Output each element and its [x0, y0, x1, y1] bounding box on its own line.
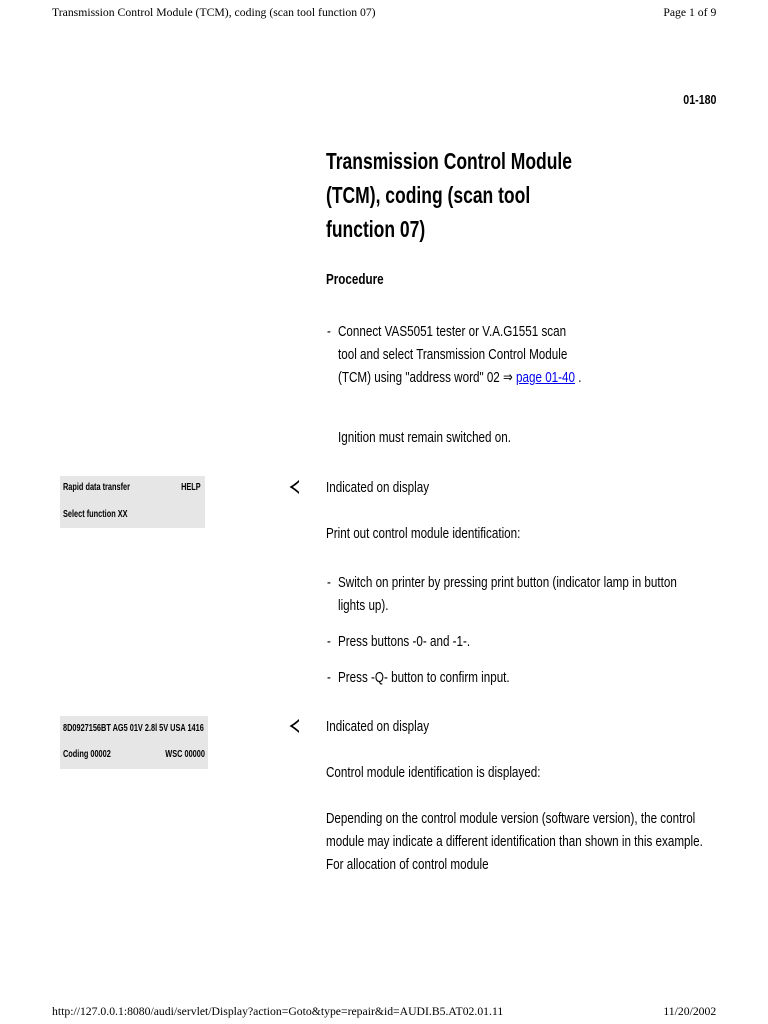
bullet-dash: -	[327, 669, 331, 686]
title-line: Transmission Control Module	[326, 148, 573, 174]
left-pointer-arrow-icon	[288, 718, 300, 734]
version-note-line: Depending on the control module version (software version), the control	[326, 810, 696, 827]
left-pointer-arrow-icon	[288, 479, 300, 495]
display-row2-right: WSC 00000	[165, 749, 205, 760]
page-count: Page 1 of 9	[663, 5, 716, 19]
step-text-line: Press -Q- button to confirm input.	[338, 669, 510, 686]
step-text-line: lights up).	[338, 597, 389, 614]
display-row1-left: 8D0927156BT AG5 01V 2.8l 5V USA 1416	[63, 723, 204, 734]
identification-note: Control module identification is displayed:	[326, 764, 541, 781]
step-text-line: tool and select Transmission Control Module	[338, 346, 568, 363]
step-text-line: Press buttons -0- and -1-.	[338, 633, 471, 650]
step-text-after-link: .	[575, 369, 582, 386]
step-text-before-link: (TCM) using "address word" 02 ⇒	[338, 369, 517, 386]
title-line: (TCM), coding (scan tool	[326, 182, 531, 208]
bullet-dash: -	[327, 633, 331, 650]
tester-display-screen	[60, 476, 205, 528]
print-header-title: Transmission Control Module (TCM), coding (scan tool function 07)	[52, 5, 376, 19]
procedure-heading: Procedure	[326, 271, 384, 288]
print-footer-date: 11/20/2002	[663, 1004, 716, 1018]
display-row1-right: HELP	[181, 482, 201, 493]
page-01-40-link[interactable]: page 01-40	[516, 369, 576, 386]
display-row2-left: Coding 00002	[63, 749, 111, 760]
version-note-line: For allocation of control module	[326, 856, 489, 873]
step-text-line-with-link	[338, 366, 581, 389]
print-heading: Print out control module identification:	[326, 525, 521, 542]
display-caption: Indicated on display	[326, 479, 430, 496]
manual-page-code: 01-180	[682, 92, 716, 107]
ignition-note: Ignition must remain switched on.	[338, 429, 511, 446]
print-footer-url: http://127.0.0.1:8080/audi/servlet/Display?action=Goto&type=repair&id=AUDI.B5.AT02.01.11	[52, 1004, 504, 1018]
title-line: function 07)	[326, 216, 426, 242]
step-text-line: Switch on printer by pressing print button (indicator lamp in button	[338, 574, 677, 591]
display-row1-left: Rapid data transfer	[63, 482, 130, 493]
bullet-dash: -	[327, 574, 331, 591]
tester-display-screen	[60, 716, 208, 769]
bullet-dash: -	[327, 323, 331, 340]
display-caption: Indicated on display	[326, 718, 430, 735]
display-row2-left: Select function XX	[63, 509, 128, 520]
step-text-line: Connect VAS5051 tester or V.A.G1551 scan	[338, 323, 567, 340]
version-note-line: module may indicate a different identification than shown in this example.	[326, 833, 703, 850]
